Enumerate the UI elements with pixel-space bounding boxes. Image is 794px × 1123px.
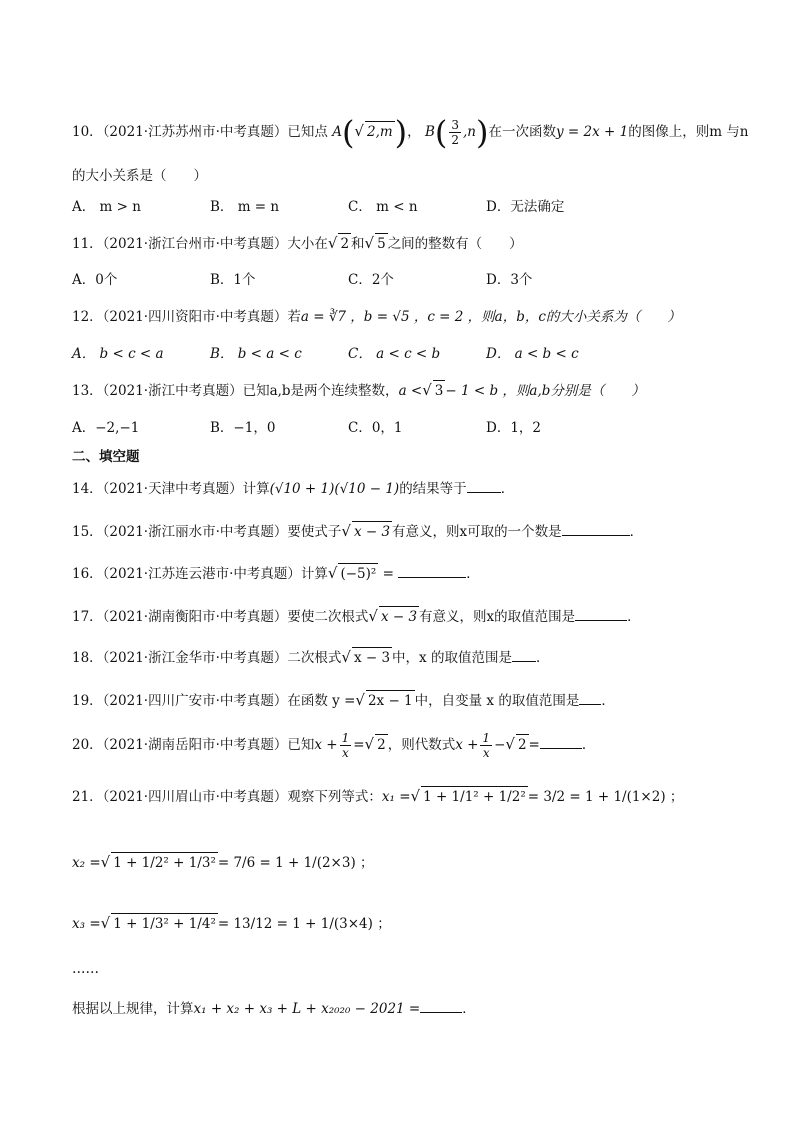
q10-func-text: 在一次函数: [488, 124, 556, 140]
sqrt-icon: √: [355, 691, 365, 709]
q16-end: ．: [466, 566, 480, 582]
q21-x3-root: 1 + 1/3² + 1/4²: [111, 913, 218, 934]
frac-den: 2: [451, 133, 459, 147]
question-11: [72, 233, 523, 254]
q16-answer-blank[interactable]: [398, 563, 466, 578]
q14-answer-blank[interactable]: [467, 478, 501, 493]
q18-root: x − 3: [352, 647, 392, 668]
q21-final: [72, 998, 476, 1019]
paren-open: (: [434, 113, 448, 152]
question-15: [72, 521, 643, 542]
q21-x3-name: x₃ =: [72, 916, 101, 932]
sqrt-icon: √: [100, 914, 111, 932]
q18-post: 中，x 的取值范围是: [392, 650, 512, 666]
q20-answer-blank[interactable]: [540, 734, 582, 749]
q20-expr2-tail: =: [528, 737, 540, 753]
q17-text: 17．（2021·湖南衡阳市·中考真题）要使二次根式: [72, 609, 369, 625]
sqrt-icon: √: [341, 648, 351, 666]
sqrt-icon: √: [327, 234, 338, 252]
q19-answer-blank[interactable]: [579, 690, 601, 705]
q21-x1-eq: = 3/2 = 1 + 1/(1×2) ；: [527, 789, 684, 805]
q10-point-b: B: [424, 124, 435, 140]
q10-option-c: C． m < n: [348, 199, 418, 215]
paren-close: ): [476, 113, 489, 152]
q13-option-c: C．0，1: [348, 420, 403, 436]
q11-text: 11．（2021·浙江台州市·中考真题）大小在: [72, 236, 328, 252]
q10-point-b-tail: ,n: [463, 124, 476, 140]
q21-final-expr: x₁ + x₂ + x₃ + L + x₂₀₂₀ − 2021 =: [193, 1001, 421, 1017]
sqrt-icon: √: [364, 234, 375, 252]
q13-option-a: A．−2,−1: [72, 420, 140, 436]
q20-expr1-post: =: [353, 737, 365, 753]
question-19: [72, 690, 615, 711]
q21-final-end: ．: [462, 1001, 476, 1017]
question-21: [72, 786, 683, 807]
q10-source: （2021·江苏苏州市·中考真题）: [102, 124, 288, 140]
q12-expr: a = ∛7 ，b = √5 ，c = 2 ，则a，b，c的大小关系为（ ）: [300, 309, 681, 325]
q14-post: 的结果等于: [399, 481, 467, 497]
sqrt-icon: √: [100, 853, 111, 871]
q19-text: 19．（2021·四川广安市·中考真题）在函数 y =: [72, 693, 356, 709]
q10-number: 10．: [72, 124, 103, 140]
sqrt-icon: √: [327, 564, 338, 582]
q21-x1-root: 1 + 1/1² + 1/2²: [421, 786, 528, 807]
q11-root1: 2: [338, 233, 351, 254]
question-20: [72, 731, 595, 760]
q10-point-a-coord: 2,m: [365, 121, 395, 142]
q16-text: 16．（2021·江苏连云港市·中考真题）计算: [72, 566, 328, 582]
sqrt-icon: √: [422, 381, 432, 399]
question-12: [72, 307, 681, 327]
q12-option-c: C． a < c < b: [348, 346, 441, 362]
q11-option-b: B．1个: [210, 272, 256, 288]
q19-end: ．: [601, 693, 615, 709]
q10-func: y = 2x + 1: [555, 124, 629, 140]
q11-option-a: A．0个: [72, 272, 118, 288]
sqrt-icon: √: [505, 735, 515, 753]
sqrt-icon: √: [368, 607, 378, 625]
q21-x3-eq: = 13/12 = 1 + 1/(3×4) ；: [217, 916, 391, 932]
sqrt-icon: √: [364, 735, 375, 753]
q10-option-d: D．无法确定: [486, 199, 565, 215]
q17-answer-blank[interactable]: [575, 606, 627, 621]
q10-option-b: B． m = n: [210, 199, 280, 215]
q12-option-a: A． b < c < a: [72, 346, 164, 362]
q13-expr-post: − 1 < b ，则a,b分别是（ ）: [445, 383, 645, 399]
q21-ellipsis: ……: [72, 961, 99, 977]
q20-root-2: 2: [516, 734, 529, 755]
sqrt-icon: √: [341, 522, 351, 540]
q13-expr-pre: a <: [398, 383, 423, 399]
q10-point-a: A: [332, 124, 342, 140]
q19-root: 2x − 1: [366, 690, 415, 711]
question-13: [72, 380, 645, 401]
q11-root2: 5: [375, 233, 388, 254]
q15-answer-blank[interactable]: [562, 521, 630, 536]
q14-end: ．: [500, 481, 515, 497]
q13-root: 3: [433, 380, 446, 401]
q10-post: 的图像上，则m 与n: [628, 124, 749, 140]
question-14: [72, 478, 514, 499]
q20-fraction-2: [480, 731, 492, 760]
q11-post: 之间的整数有（ ）: [387, 236, 523, 252]
q14-text: 14．（2021·天津中考真题）计算: [72, 481, 270, 497]
q10-line2: 的大小关系是（ ）: [72, 168, 207, 184]
q20-end: ．: [581, 737, 596, 753]
q12-text: 12．（2021·四川资阳市·中考真题）若: [72, 309, 301, 325]
q19-post: 中，自变量 x 的取值范围是: [414, 693, 580, 709]
q13-text: 13．（2021·浙江中考真题）已知a,b是两个连续整数，: [72, 383, 399, 399]
q12-option-d: D． a < b < c: [486, 346, 579, 362]
q20-expr1-pre: x +: [314, 737, 338, 753]
q12-option-b: B． b < a < c: [210, 346, 302, 362]
q20-expr2-post: −: [494, 737, 506, 753]
q21-x2-eq: = 7/6 = 1 + 1/(2×3) ；: [217, 855, 374, 871]
section-heading: 二、填空题: [72, 449, 140, 465]
paren-close: ): [394, 113, 408, 152]
paren-open: (: [341, 113, 355, 152]
q21-answer-blank[interactable]: [420, 998, 462, 1013]
q20-mid: ，则代数式: [387, 737, 456, 753]
sqrt-icon: √: [354, 122, 364, 140]
q11-mid: 和: [351, 236, 365, 252]
frac-den: x: [342, 746, 349, 760]
q13-option-d: D．1，2: [486, 420, 542, 436]
q11-option-c: C．2个: [348, 272, 394, 288]
frac-den: x: [482, 746, 490, 760]
question-17: [72, 606, 641, 627]
q15-post: 有意义，则x可取的一个数是: [392, 524, 562, 540]
q18-text: 18．（2021·浙江金华市·中考真题）二次根式: [72, 650, 342, 666]
q11-option-d: D．3个: [486, 272, 533, 288]
q15-text: 15．（2021·浙江丽水市·中考真题）要使式子: [72, 524, 342, 540]
frac-num: 3: [451, 118, 459, 132]
frac-num: 1: [341, 731, 350, 745]
q21-final-text: 根据以上规律，计算: [72, 1001, 194, 1017]
q16-root: (−5)²: [338, 563, 378, 584]
q10-fraction: [449, 118, 461, 147]
q21-line-x3: [72, 913, 391, 934]
q15-end: ．: [629, 524, 644, 540]
q17-root: x − 3: [379, 606, 419, 627]
q10-option-a: A． m > n: [72, 199, 141, 215]
q13-option-b: B．−1，0: [210, 420, 276, 436]
sqrt-icon: √: [410, 787, 421, 805]
q21-x1-name: x₁ =: [381, 789, 411, 805]
q18-end: ．: [535, 650, 550, 666]
q15-root: x − 3: [352, 521, 392, 542]
q20-root: 2: [375, 734, 388, 755]
q18-answer-blank[interactable]: [512, 647, 536, 662]
question-10: 10．（2021·江苏苏州市·中考真题）已知点 A(√ 2,m)， B( $\frac{3}{2}$ ,n)在一次函数y = 2x + 1的图像上，则m 与n: [72, 113, 749, 152]
q16-post: =: [378, 566, 399, 582]
q10-pre: 已知点: [287, 124, 328, 140]
q21-x2-root: 1 + 1/2² + 1/3²: [111, 852, 218, 873]
q14-expr: (√10 + 1)(√10 − 1): [269, 481, 400, 497]
q21-text: 21．（2021·四川眉山市·中考真题）观察下列等式：: [72, 789, 382, 805]
q21-x2-name: x₂ =: [72, 855, 101, 871]
q20-fraction-1: [340, 731, 352, 760]
question-16: [72, 563, 480, 584]
q21-line-x2: [72, 852, 374, 873]
q20-expr2-pre: x +: [455, 737, 479, 753]
question-18: [72, 647, 549, 668]
q20-text: 20．（2021·湖南岳阳市·中考真题）已知: [72, 737, 315, 753]
frac-num: 1: [482, 731, 491, 745]
q17-end: ．: [627, 609, 641, 625]
q17-post: 有意义，则x的取值范围是: [419, 609, 576, 625]
